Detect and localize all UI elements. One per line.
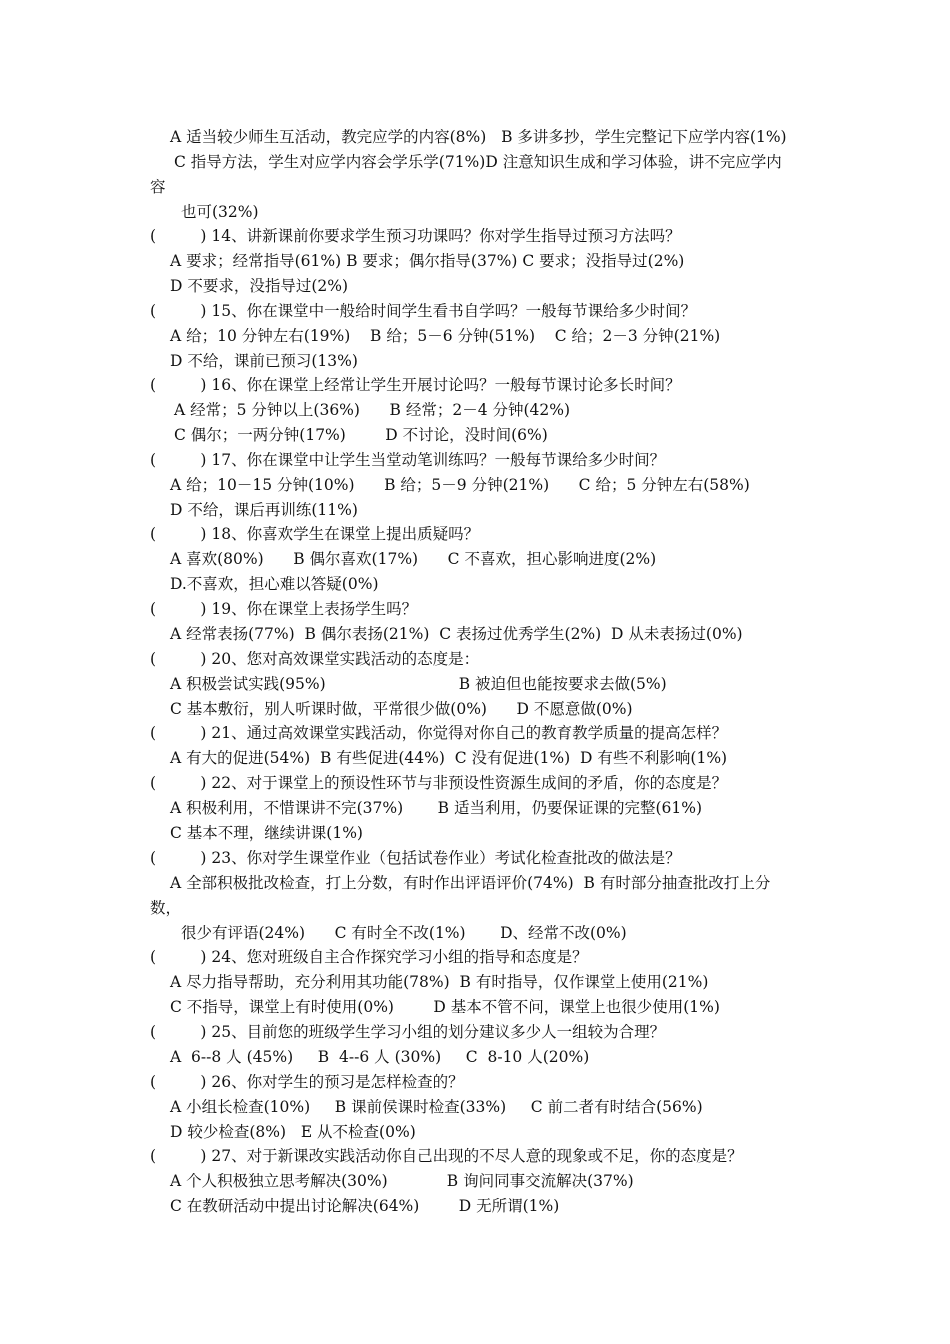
option-line: A 6--8 人 (45%) B 4--6 人 (30%) C 8-10 人(20%) [170, 1048, 590, 1066]
question-15: ( ) 15、你在课堂中一般给时间学生看书自学吗？一般每节课给多少时间？ [150, 302, 697, 320]
question-20: ( ) 20、您对高效课堂实践活动的态度是： [150, 650, 480, 668]
option-line: C 基本不理，继续讲课(1%) [170, 824, 363, 842]
question-27: ( ) 27、对于新课改实践活动你自己出现的不尽人意的现象或不足，你的态度是？ [150, 1147, 743, 1165]
option-line: A 经常表扬(77%) B 偶尔表扬(21%) C 表扬过优秀学生(2%) D 从未表扬过(0%) [170, 625, 743, 643]
question-21: ( ) 21、通过高效课堂实践活动，你觉得对你自己的教育教学质量的提高怎样？ [150, 724, 728, 742]
option-line: C 偶尔；一两分钟(17%) D 不讨论，没时间(6%) [174, 426, 548, 444]
question-19: ( ) 19、你在课堂上表扬学生吗？ [150, 600, 418, 618]
question-25: ( ) 25、目前您的班级学生学习小组的划分建议多少人一组较为合理？ [150, 1023, 666, 1041]
question-16: ( ) 16、你在课堂上经常让学生开展讨论吗？一般每节课讨论多长时间？ [150, 376, 681, 394]
option-line: 很少有评语(24%) C 有时全不改(1%) D、经常不改(0%) [181, 924, 627, 942]
option-line: A 全部积极批改检查，打上分数，有时作出评语评价(74%) B 有时部分抽查批改打上分 [170, 874, 771, 892]
option-line: D 较少检查(8%) E 从不检查(0%) [170, 1123, 416, 1141]
option-line: A 小组长检查(10%) B 课前侯课时检查(33%) C 前二者有时结合(56%) [170, 1098, 703, 1116]
question-18: ( ) 18、你喜欢学生在课堂上提出质疑吗？ [150, 525, 480, 543]
option-line: C 不指导，课堂上有时使用(0%) D 基本不管不问，课堂上也很少使用(1%) [170, 998, 720, 1016]
option-line: A 要求；经常指导(61%) B 要求；偶尔指导(37%) C 要求；没指导过(2%) [170, 252, 685, 270]
option-line: A 有大的促进(54%) B 有些促进(44%) C 没有促进(1%) D 有些不利影响(1%) [170, 749, 728, 767]
option-line: A 个人积极独立思考解决(30%) B 询问同事交流解决(37%) [170, 1172, 634, 1190]
option-line: C 指导方法，学生对应学内容会学乐学(71%)D 注意知识生成和学习体验，讲不完应学内 [174, 153, 782, 171]
question-22: ( ) 22、对于课堂上的预设性环节与非预设性资源生成间的矛盾，你的态度是？ [150, 774, 728, 792]
question-14: ( ) 14、讲新课前你要求学生预习功课吗？你对学生指导过预习方法吗？ [150, 227, 681, 245]
question-26: ( ) 26、你对学生的预习是怎样检查的？ [150, 1073, 464, 1091]
option-line: D 不给，课前已预习(13%) [170, 352, 358, 370]
option-line: D 不给，课后再训练(11%) [170, 501, 358, 519]
option-line: A 经常；5 分钟以上(36%) B 经常；2－4 分钟(42%) [174, 401, 571, 419]
option-line: C 在教研活动中提出讨论解决(64%) D 无所谓(1%) [170, 1197, 560, 1215]
option-line: D 不要求，没指导过(2%) [170, 277, 349, 295]
option-line: C 基本敷衍，别人听课时做，平常很少做(0%) D 不愿意做(0%) [170, 700, 633, 718]
option-line: A 尽力指导帮助，充分利用其功能(78%) B 有时指导，仅作课堂上使用(21%) [170, 973, 709, 991]
option-line: A 积极尝试实践(95%) B 被迫但也能按要求去做(5%) [170, 675, 667, 693]
option-line: A 给；10－15 分钟(10%) B 给；5－9 分钟(21%) C 给；5 分钟左右(58%) [170, 476, 750, 494]
option-line: D.不喜欢，担心难以答疑(0%) [170, 575, 379, 593]
question-24: ( ) 24、您对班级自主合作探究学习小组的指导和态度是？ [150, 948, 588, 966]
option-line: A 喜欢(80%) B 偶尔喜欢(17%) C 不喜欢，担心影响进度(2%) [170, 550, 657, 568]
option-line: A 积极利用，不惜课讲不完(37%) B 适当利用，仍要保证课的完整(61%) [170, 799, 703, 817]
wrapped-line: 容 [150, 178, 166, 196]
option-line: A 适当较少师生互活动，教完应学的内容(8%) B 多讲多抄，学生完整记下应学内容(1%) [170, 128, 787, 146]
option-line: A 给；10 分钟左右(19%) B 给；5－6 分钟(51%) C 给；2－3 分钟(21%) [170, 327, 721, 345]
question-17: ( ) 17、你在课堂中让学生当堂动笔训练吗？一般每节课给多少时间？ [150, 451, 666, 469]
option-line: 也可(32%) [181, 203, 259, 221]
question-23: ( ) 23、你对学生课堂作业（包括试卷作业）考试化检查批改的做法是？ [150, 849, 681, 867]
wrapped-line: 数， [150, 899, 182, 917]
